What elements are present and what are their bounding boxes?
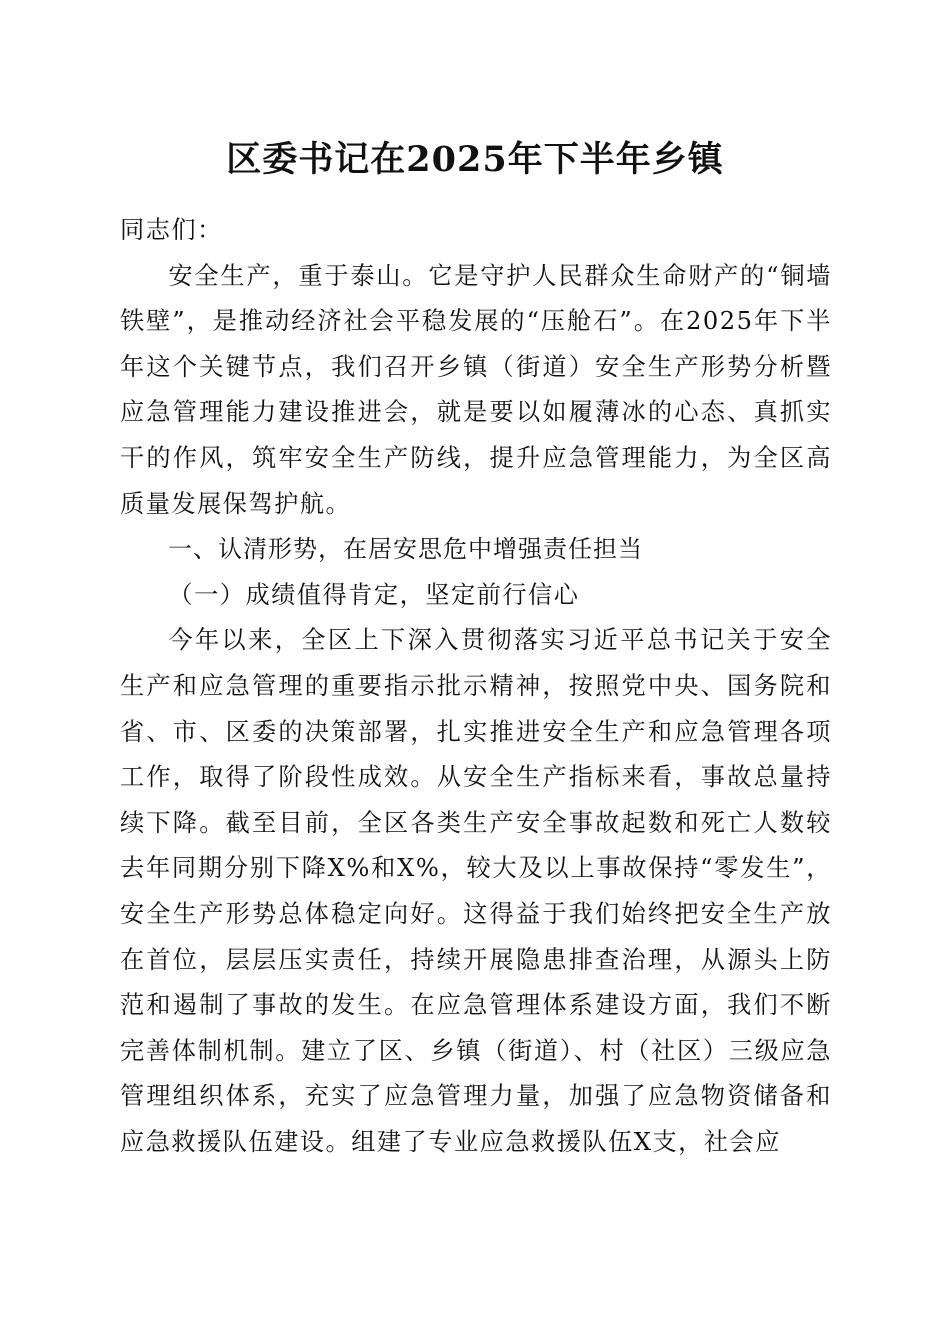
section-heading: 一、认清形势，在居安思危中增强责任担当 xyxy=(168,535,643,564)
document-body xyxy=(120,208,832,1165)
subsection-heading: （一）成绩值得肯定，坚定前行信心 xyxy=(168,580,580,609)
body-paragraph: 今年以来，全区上下深入贯彻落实习近平总书记关于安全生产和应急管理的重要指示批示精神，按照党中央、国务院和省、市、区委的决策部署，扎实推进安全生产和应急管理各项工作，取得了阶段性成效。从安全生产指标来看，事故总量持续下降。截至目前，全区各类生产安全事故起数和死亡人数较去年同期分别下降X%和X%，较大及以上事故保持“零发生”，安全生产形势总体稳定向好。这得益于我们始终把安全生产放在首位，层层压实责任，持续开展隐患排查治理，从源头上防范和遏制了事故的发生。在应急管理体系建设方面，我们不断完善体制机制。建立了区、乡镇（街道）、村（社区）三级应急管理组织体系，充实了应急管理力量，加强了应急物资储备和应急救援队伍建设。组建了专业应急救援队伍X支，社会应 xyxy=(120,626,832,1156)
intro-paragraph: 安全生产，重于泰山。它是守护人民群众生命财产的“铜墙铁壁”，是推动经济社会平稳发展的“压舱石”。在2025年下半年这个关键节点，我们召开乡镇（街道）安全生产形势分析暨应急管理能力建设推进会，就是要以如履薄冰的心态、真抓实干的作风，筑牢安全生产防线，提升应急管理能力，为全区高质量发展保驾护航。 xyxy=(120,261,832,518)
document-title: 区委书记在2025年下半年乡镇 xyxy=(226,139,724,180)
salutation: 同志们： xyxy=(120,216,223,244)
